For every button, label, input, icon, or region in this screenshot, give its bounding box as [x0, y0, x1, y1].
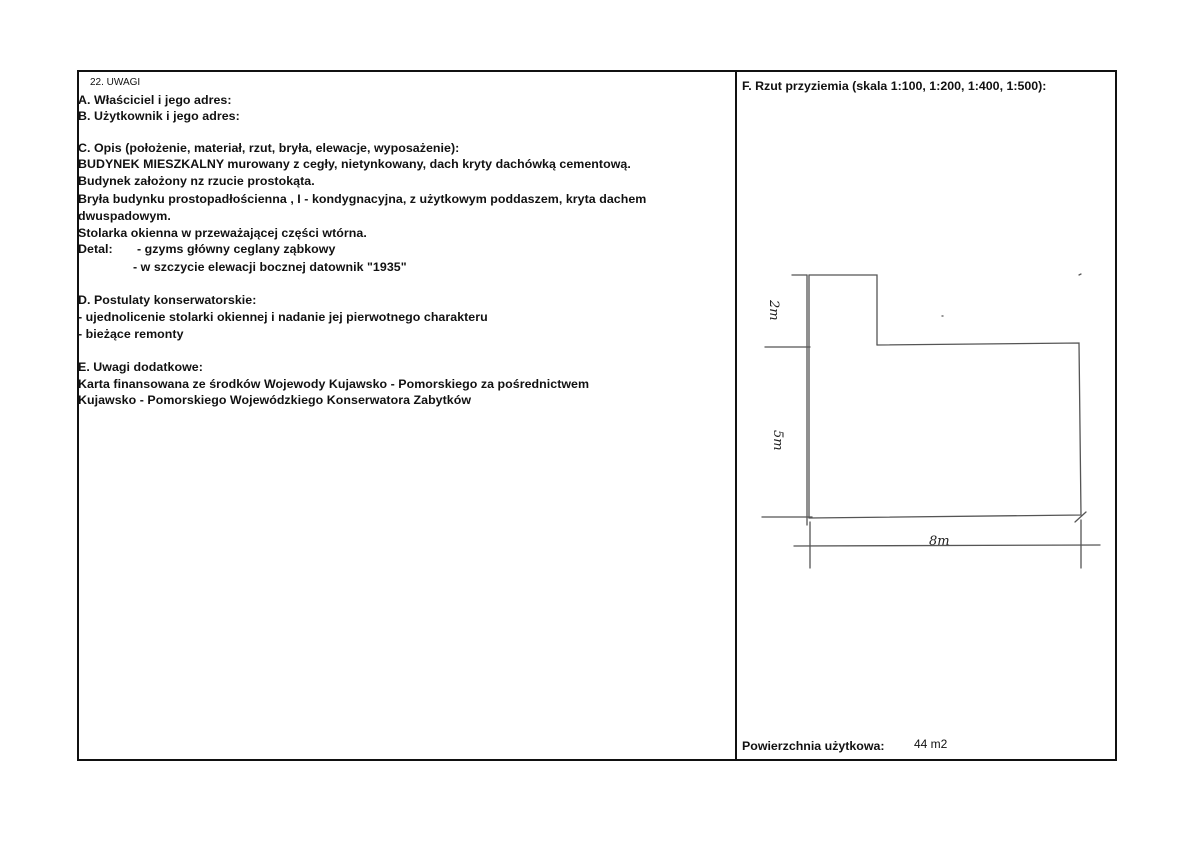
- description-line-3: Bryła budynku prostopadłościenna , I - kondygnacyjna, z użytkowym poddaszem, kryta dachem: [78, 192, 647, 206]
- dimension-label-side: 5m: [770, 430, 785, 451]
- section-number: 22. UWAGI: [90, 77, 141, 88]
- user-heading: B. Użytkownik i jego adres:: [78, 109, 240, 123]
- description-line-2: Budynek założony nz rzucie prostokąta.: [78, 174, 315, 188]
- additional-notes-heading: E. Uwagi dodatkowe:: [78, 360, 203, 374]
- dimension-label-top: 2m: [766, 300, 781, 321]
- owner-heading: A. Właściciel i jego adres:: [78, 93, 232, 107]
- annex-outline: [809, 275, 877, 345]
- building-outline: [809, 343, 1081, 518]
- usable-area-value: 44 m2: [914, 737, 948, 751]
- detal-item-2: - w szczycie elewacji bocznej datownik "1935": [133, 260, 407, 274]
- ground-plan-sketch: [737, 250, 1117, 590]
- description-line-4: dwuspadowym.: [78, 209, 171, 223]
- detal-label: Detal:: [78, 242, 113, 256]
- stray-mark: [1079, 274, 1081, 275]
- dimension-label-bottom: 8m: [929, 534, 950, 549]
- conservation-item-2: - bieżące remonty: [78, 327, 184, 341]
- description-line-1: BUDYNEK MIESZKALNY murowany z cegły, nietynkowany, dach kryty dachówką cementową.: [78, 157, 631, 171]
- detal-item-1: - gzyms główny ceglany ząbkowy: [137, 242, 336, 256]
- additional-notes-line-1: Karta finansowana ze środków Wojewody Kujawsko - Pomorskiego za pośrednictwem: [78, 377, 590, 391]
- description-heading: C. Opis (położenie, materiał, rzut, bryła, elewacje, wyposażenie):: [78, 141, 460, 155]
- additional-notes-line-2: Kujawsko - Pomorskiego Wojewódzkiego Konserwatora Zabytków: [78, 393, 472, 407]
- ground-plan-title: F. Rzut przyziemia (skala 1:100, 1:200, 1:400, 1:500):: [742, 79, 1047, 93]
- conservation-heading: D. Postulaty konserwatorskie:: [78, 293, 257, 307]
- description-line-5: Stolarka okienna w przeważającej części wtórna.: [78, 226, 367, 240]
- usable-area-label: Powierzchnia użytkowa:: [742, 739, 885, 753]
- conservation-item-1: - ujednolicenie stolarki okiennej i nadanie jej pierwotnego charakteru: [78, 310, 488, 324]
